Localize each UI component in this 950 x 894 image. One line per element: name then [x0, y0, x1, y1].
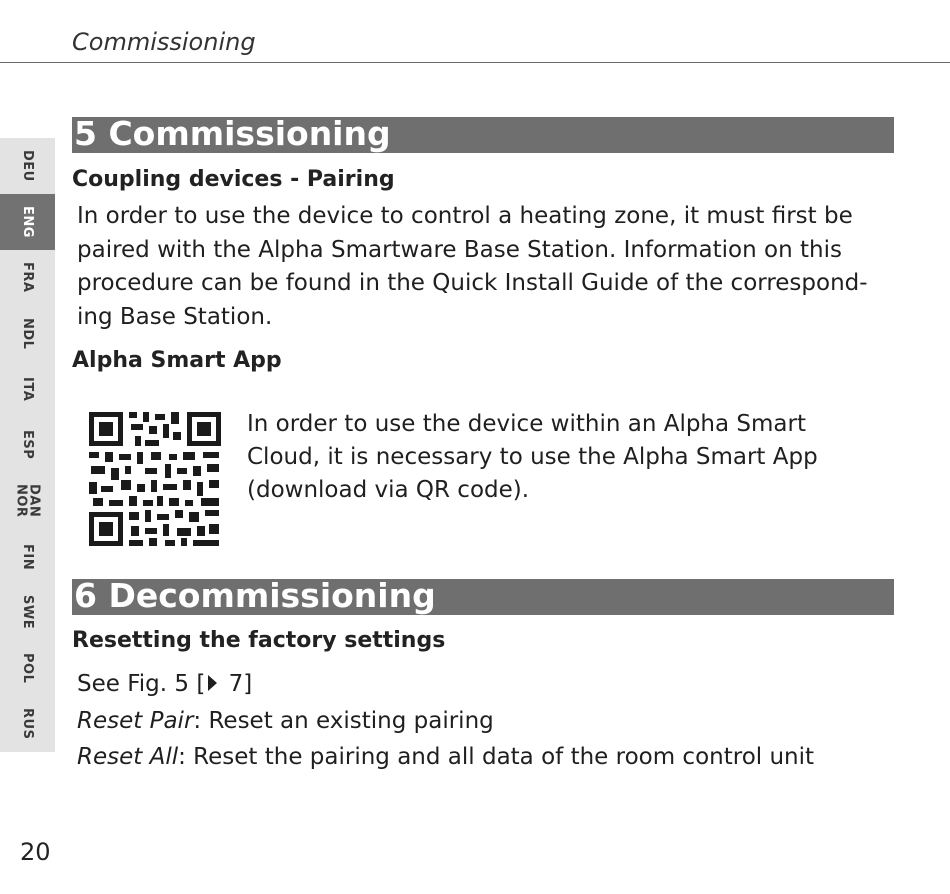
section-6-title: 6 Decommissioning — [74, 576, 436, 615]
page-number: 20 — [20, 838, 51, 866]
language-tab-fin[interactable] — [0, 529, 55, 585]
language-tab-dan-nor[interactable] — [0, 473, 55, 529]
language-tab-fra[interactable] — [0, 250, 55, 306]
app-paragraph: In order to use the device within an Alpha Smart Cloud, it is necessary to use the Alpha Smart App (download via QR code). — [247, 411, 818, 503]
language-tab-label: NDL — [20, 317, 35, 350]
reset-pair-term: Reset Pair — [77, 708, 194, 734]
language-tab-label: FRA — [20, 262, 35, 293]
figure-reference-prefix: See Fig. 5 [ — [77, 671, 206, 697]
figure-reference — [77, 671, 252, 697]
app-subheading: Alpha Smart App — [72, 348, 282, 373]
running-header: Commissioning — [72, 28, 256, 56]
language-tab-label: SWE — [20, 595, 35, 630]
language-tab-esp[interactable] — [0, 417, 55, 473]
language-tab-label: FIN — [20, 543, 35, 570]
language-tab-ita[interactable] — [0, 361, 55, 417]
qr-code-icon — [85, 408, 225, 550]
language-tab-deu[interactable] — [0, 138, 55, 194]
figure-reference-suffix: 7] — [221, 671, 253, 697]
language-tab-label: ESP — [20, 430, 35, 460]
pairing-paragraph: In order to use the device to control a heating zone, it must first be paired with the Alpha Smartware Base Station. Information on this procedure can be found in the Quick Install Guide of the correspond-ing Base Station. — [77, 203, 868, 330]
reset-pair-text: : Reset an existing pairing — [193, 708, 494, 734]
header-rule — [0, 62, 950, 63]
reset-pair-line — [77, 708, 494, 734]
language-tab-label: RUS — [20, 708, 35, 740]
section-5-title: 5 Commissioning — [74, 114, 391, 153]
section-5-heading-bar — [72, 114, 894, 153]
language-tab-bar — [0, 138, 55, 752]
reset-all-term: Reset All — [77, 744, 179, 770]
language-tab-label: ENG — [20, 205, 35, 238]
language-tab-swe[interactable] — [0, 584, 55, 640]
pairing-subheading: Coupling devices - Pairing — [72, 167, 395, 192]
arrow-right-icon — [208, 675, 217, 691]
reset-all-line — [77, 744, 814, 770]
language-tab-label: POL — [20, 653, 35, 684]
language-tab-label: DAN NOR — [13, 484, 42, 518]
section-6-heading-bar — [72, 576, 894, 615]
language-tab-rus[interactable] — [0, 696, 55, 752]
language-tab-pol[interactable] — [0, 640, 55, 696]
language-tab-ndl[interactable] — [0, 305, 55, 361]
language-tab-eng[interactable] — [0, 194, 55, 250]
reset-subheading: Resetting the factory settings — [72, 628, 446, 653]
reset-all-text: : Reset the pairing and all data of the room control unit — [178, 744, 815, 770]
language-tab-label: DEU — [20, 150, 35, 182]
language-tab-label: ITA — [20, 377, 35, 402]
